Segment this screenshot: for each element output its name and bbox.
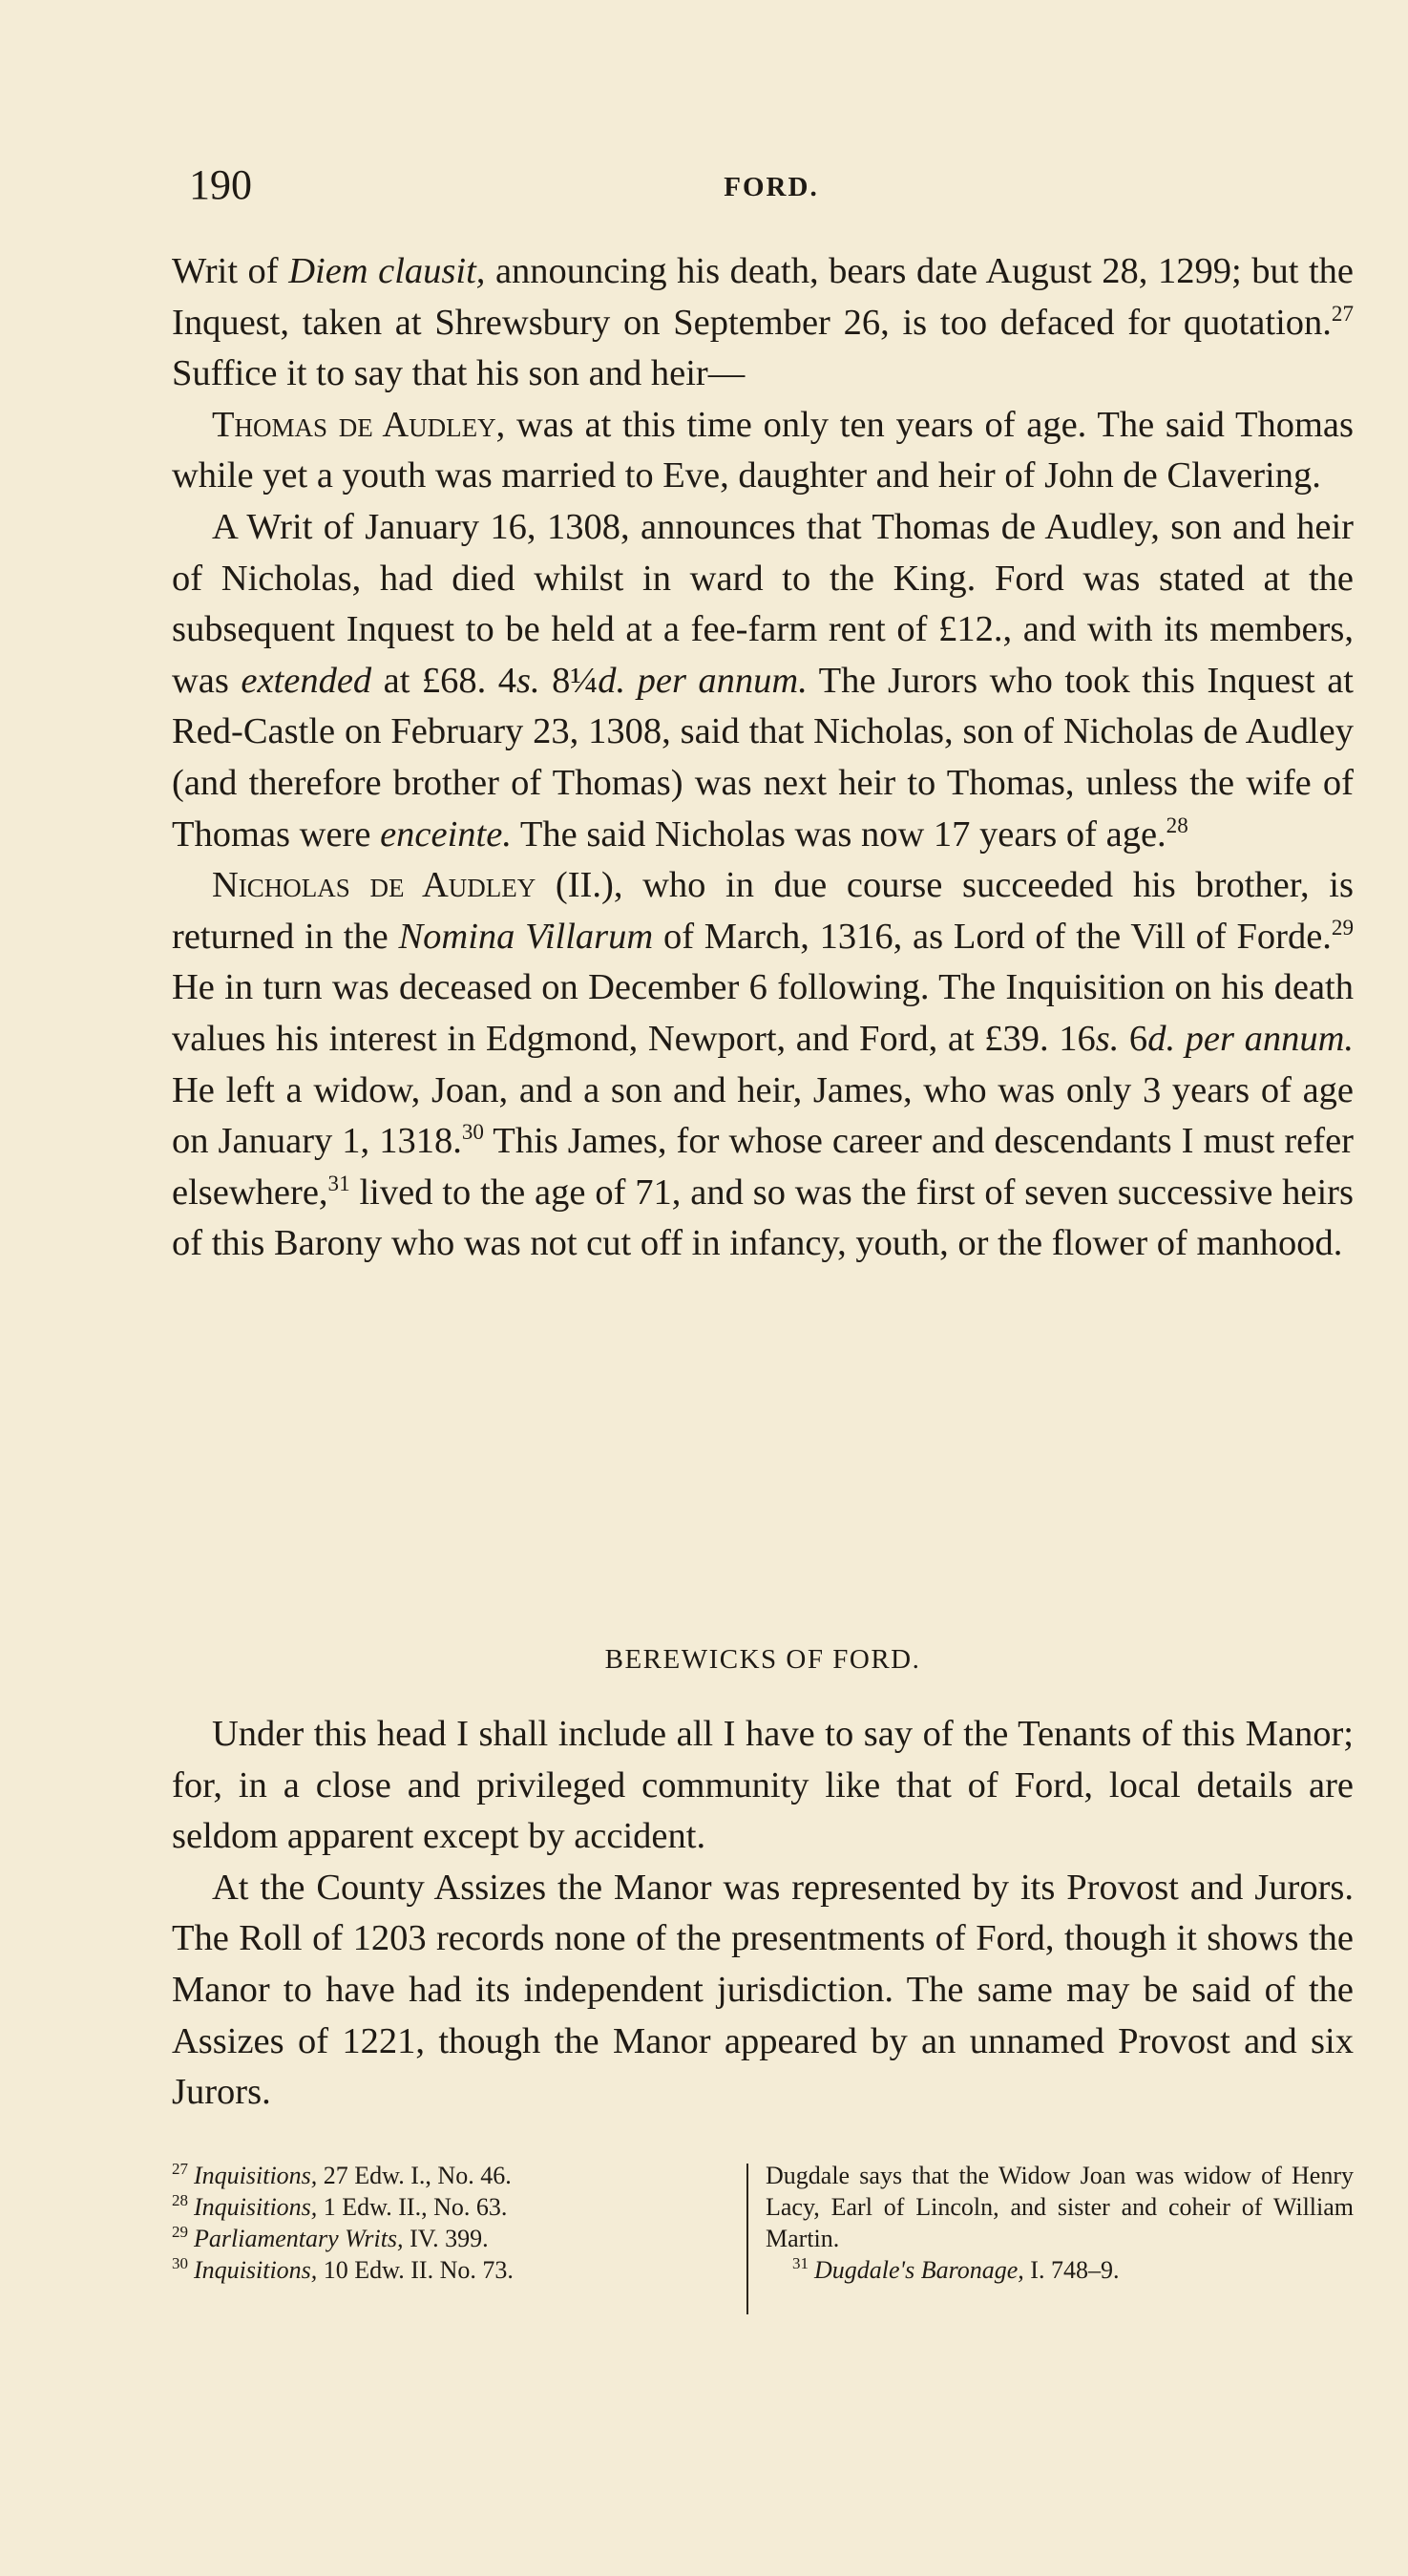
footnotes <box>172 2160 1354 2327</box>
footnote-27: $^{27}$ Inquisitions, 27 Edw. I., No. 46. <box>172 2160 512 2189</box>
page-number: 190 <box>189 161 252 208</box>
footnote-ref: 30 <box>461 1119 484 1145</box>
footnote-30: $^{30}$ Inquisitions, 10 Edw. II. No. 73. <box>172 2254 514 2284</box>
person-name: Nicholas de Audley <box>212 865 536 906</box>
footnotes-left-column <box>172 2160 737 2286</box>
footnote-28: $^{28}$ Inquisitions, 1 Edw. II., No. 63. <box>172 2191 508 2221</box>
footnote-ref: 29 <box>1331 914 1355 940</box>
footnote-column-divider <box>746 2164 748 2314</box>
footnote-ref: 28 <box>1166 812 1188 837</box>
paragraph-assizes: At the County Assizes the Manor was represented by its Provost and Jurors. The Roll of 1203 records none of the presentments of Ford, though it shows the Manor to have had its independent jurisdiction. The same may be said of the Assizes of 1221, though the Manor appeared by an unnamed Provost and six Jurors. <box>172 1867 1354 2113</box>
main-text <box>172 246 1354 1270</box>
footnote-31: $^{31}$ Dugdale's Baronage, I. 748–9. <box>792 2254 1120 2284</box>
paragraph-thomas: Thomas de Audley, was at this time only ten years of age. The said Thomas while yet a youth was married to Eve, daughter and heir of John de Clavering. <box>172 404 1354 496</box>
page-header <box>189 160 1354 218</box>
footnote-ref: 31 <box>327 1170 350 1195</box>
footnote-ref: 27 <box>1331 300 1354 326</box>
paragraph-writ-1308: A Writ of January 16, 1308, announces that Thomas de Audley, son and heir of Nicholas, had died whilst in ward to the King. Ford was stated at the subsequent Inquest to be held at a fee-farm rent of £12., and with its members, was extended at £68. 4s. 8¼d. per annum. The Jurors who took this Inquest at Red-Castle on February 23, 1308, said that Nicholas, son of Nicholas de Audley (and therefore brother of Thomas) was next heir to Thomas, unless the wife of Thomas were enceinte. The said Nicholas was now 17 years of age.$^{28}$ <box>172 506 1355 855</box>
paragraph-writ: Writ of Diem clausit, announcing his death, bears date August 28, 1299; but the Inquest, taken at Shrewsbury on September 26, is too defaced for quotation.$^{27}$ Suffice it to say that his son and heir— <box>172 251 1354 394</box>
footnote-29: $^{29}$ Parliamentary Writs, IV. 399. <box>172 2223 489 2252</box>
footnote-30-continued: Dugdale says that the Widow Joan was widow of Henry Lacy, Earl of Lincoln, and sister and coheir of William Martin. <box>766 2162 1354 2252</box>
section-text <box>172 1709 1354 2119</box>
footnotes-right-column <box>766 2160 1354 2286</box>
paragraph-nicholas: Nicholas de Audley (II.), who in due course succeeded his brother, is returned in the Nomina Villarum of March, 1316, as Lord of the Vill of Forde.$^{29}$ He in turn was deceased on December 6 following. The Inquisition on his death values his interest in Edgmond, Newport, and Ford, at £39. 16s. 6d. per annum. He left a widow, Joan, and a son and heir, James, who was only 3 years of age on January 1, 1318.30 This James, for whose career and descendants I must refer elsewhere,$^{31}$ lived to the age of 71, and so was the first of seven successive heirs of this Barony who was not cut off in infancy, youth, or the flower of manhood. <box>172 865 1355 1264</box>
running-title: FORD. <box>724 172 819 202</box>
paragraph-tenants: Under this head I shall include all I have to say of the Tenants of this Manor; for, in a close and privileged community like that of Ford, local details are seldom apparent except by accident. <box>172 1714 1354 1857</box>
section-heading: BEREWICKS OF FORD. <box>604 1644 921 1675</box>
person-name: Thomas de Audley, <box>212 404 506 445</box>
